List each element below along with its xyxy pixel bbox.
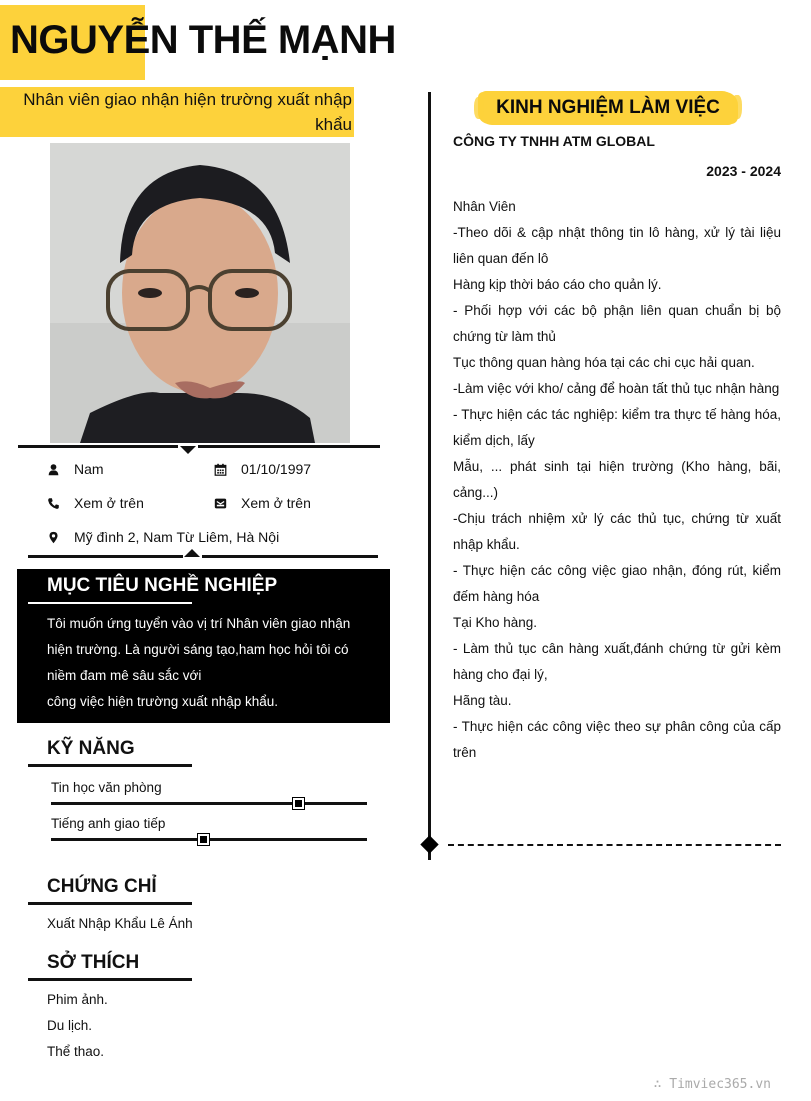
divider-line <box>198 445 380 448</box>
job-duty: Mẫu, ... phát sinh tại hiện trường (Kho hàng, bãi, cảng...) <box>453 459 781 500</box>
objective-line: niềm đam mê sâu sắc với <box>47 668 202 683</box>
company-name: CÔNG TY TNHH ATM GLOBAL <box>453 133 655 149</box>
experience-title: KINH NGHIỆM LÀM VIỆC <box>496 97 720 118</box>
objective-text <box>47 611 377 715</box>
address-value: Mỹ đình 2, Nam Từ Liêm, Hà Nội <box>74 529 280 545</box>
objective-line: hiện trường. Là người sáng tạo,ham học hỏi tôi có <box>47 642 349 657</box>
profile-photo <box>50 143 350 443</box>
info-email <box>212 495 311 511</box>
watermark: ∴ Timviec365.vn <box>653 1077 771 1092</box>
job-duty: - Làm thủ tục cân hàng xuất,đánh chứng từ gửi kèm hàng cho đại lý, <box>453 641 781 682</box>
info-address <box>45 529 279 545</box>
skill-label: Tin học văn phòng <box>51 780 162 795</box>
info-birthday <box>212 461 311 477</box>
job-duty: -Theo dõi & cập nhật thông tin lô hàng, xử lý tài liệu liên quan đến lô <box>453 225 781 266</box>
map-marker-icon <box>45 529 61 545</box>
arrow-down-icon <box>180 446 196 454</box>
skills-title-underline <box>28 764 192 767</box>
job-period: 2023 - 2024 <box>706 163 781 179</box>
skill-level-handle <box>293 798 304 809</box>
job-duty: -Chịu trách nhiệm xử lý các thủ tục, chứng từ xuất nhập khẩu. <box>453 511 781 552</box>
user-icon <box>45 461 61 477</box>
hobbies-title-underline <box>28 978 192 981</box>
candidate-name: NGUYỄN THẾ MẠNH <box>10 18 396 62</box>
certificate-item: Xuất Nhập Khẩu Lê Ánh <box>47 916 193 931</box>
envelope-icon <box>212 495 228 511</box>
info-phone <box>45 495 144 511</box>
divider-line <box>18 445 178 448</box>
job-duty: Tục thông quan hàng hóa tại các chi cục hải quan. <box>453 355 755 370</box>
timeline-diamond-icon <box>420 835 438 853</box>
certificates-title: CHỨNG CHỈ <box>47 876 157 897</box>
skill-bar <box>51 838 367 841</box>
objective-title-underline <box>28 602 192 604</box>
calendar-icon <box>212 461 228 477</box>
info-gender <box>45 461 104 477</box>
job-duty: Tại Kho hàng. <box>453 615 538 630</box>
skill-label: Tiếng anh giao tiếp <box>51 816 166 831</box>
person-portrait-icon <box>50 143 350 443</box>
objective-line: Tôi muốn ứng tuyển vào vị trí Nhân viên giao nhận <box>47 616 351 631</box>
job-duty: - Thực hiện các công việc theo sự phân công của cấp trên <box>453 719 781 760</box>
birthday-value: 01/10/1997 <box>241 461 312 477</box>
hobbies-title: SỞ THÍCH <box>47 952 140 973</box>
objective-title: MỤC TIÊU NGHỀ NGHIỆP <box>47 575 278 596</box>
email-value: Xem ở trên <box>241 495 311 511</box>
objective-line: công việc hiện trường xuất nhập khẩu. <box>47 694 279 709</box>
job-duty: -Làm việc với kho/ cảng để hoàn tất thủ tục nhận hàng <box>453 381 780 396</box>
job-role: Nhân Viên <box>453 199 516 214</box>
divider-line <box>202 555 378 558</box>
job-duty: - Thực hiện các tác nghiệp: kiểm tra thực tế hàng hóa, kiểm dịch, lấy <box>453 407 781 448</box>
skill-bar <box>51 802 367 805</box>
job-duty: Hàng kịp thời báo cáo cho quản lý. <box>453 277 662 292</box>
job-duty: - Phối hợp với các bộ phận liên quan chuẩn bị bộ chứng từ làm thủ <box>453 303 781 344</box>
skill-level-handle <box>198 834 209 845</box>
gender-value: Nam <box>74 461 104 477</box>
phone-icon <box>45 495 61 511</box>
dashed-divider <box>448 844 781 846</box>
position-title: Nhân viên giao nhận hiện trường xuất nhập khẩu <box>0 87 354 137</box>
hobby-item: Du lịch. <box>47 1018 93 1033</box>
phone-value: Xem ở trên <box>74 495 144 511</box>
job-duty: - Thực hiện các công việc giao nhận, đóng rút, kiểm đếm hàng hóa <box>453 563 781 604</box>
job-duty: Hãng tàu. <box>453 693 512 708</box>
career-objective-section <box>17 569 390 723</box>
divider-line <box>28 555 183 558</box>
hobby-item: Phim ảnh. <box>47 992 108 1007</box>
experience-title-badge <box>480 91 736 125</box>
arrow-up-icon <box>184 549 200 557</box>
skills-title: KỸ NĂNG <box>47 738 135 759</box>
certificates-title-underline <box>28 902 192 905</box>
hobby-item: Thể thao. <box>47 1044 105 1059</box>
timeline-line <box>428 92 431 860</box>
job-description <box>453 194 781 766</box>
